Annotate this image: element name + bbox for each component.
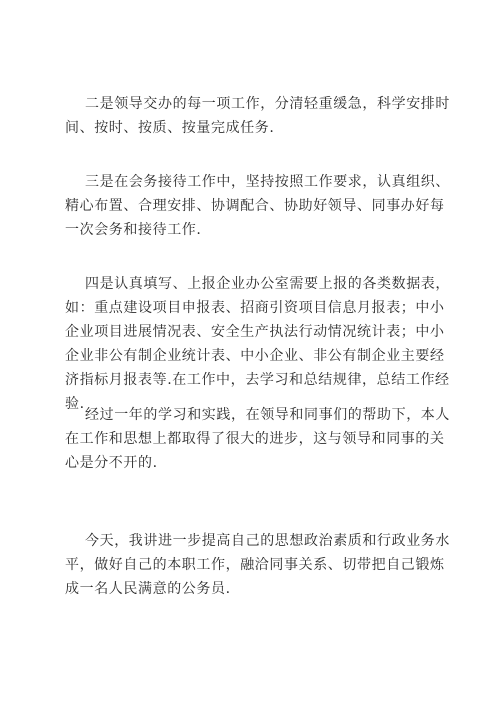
paragraph-future-goals: 今天，我讲进一步提高自己的思想政治素质和行政业务水平，做好自己的本职工作，融洽同事关系、切带把自己锻炼成一名人民满意的公务员. [65, 533, 450, 597]
paragraph-meeting-reception: 三是在会务接待工作中，坚持按照工作要求，认真组织、精心布置、合理安排、协调配合、协助好领导、同事办好每一次会务和接待工作. [65, 174, 450, 238]
paragraph-task-completion: 二是领导交办的每一项工作，分清轻重缓急，科学安排时间、按时、按质、按量完成任务. [65, 96, 450, 136]
paragraph-data-reports: 四是认真填写、上报企业办公室需要上报的各类数据表，如：重点建设项目申报表、招商引资项目信息月报表；中小企业项目进展情况表、安全生产执法行动情况统计表；中小企业非公有制企业统计表、中小企业、非公有制企业主要经济指标月报表等.在工作中，去学习和总结规律，总结工作经验. [65, 276, 450, 412]
paragraph-year-summary: 经过一年的学习和实践，在领导和同事们的帮助下，本人在工作和思想上都取得了很大的进步，这与领导和同事的关心是分不开的. [65, 407, 450, 471]
